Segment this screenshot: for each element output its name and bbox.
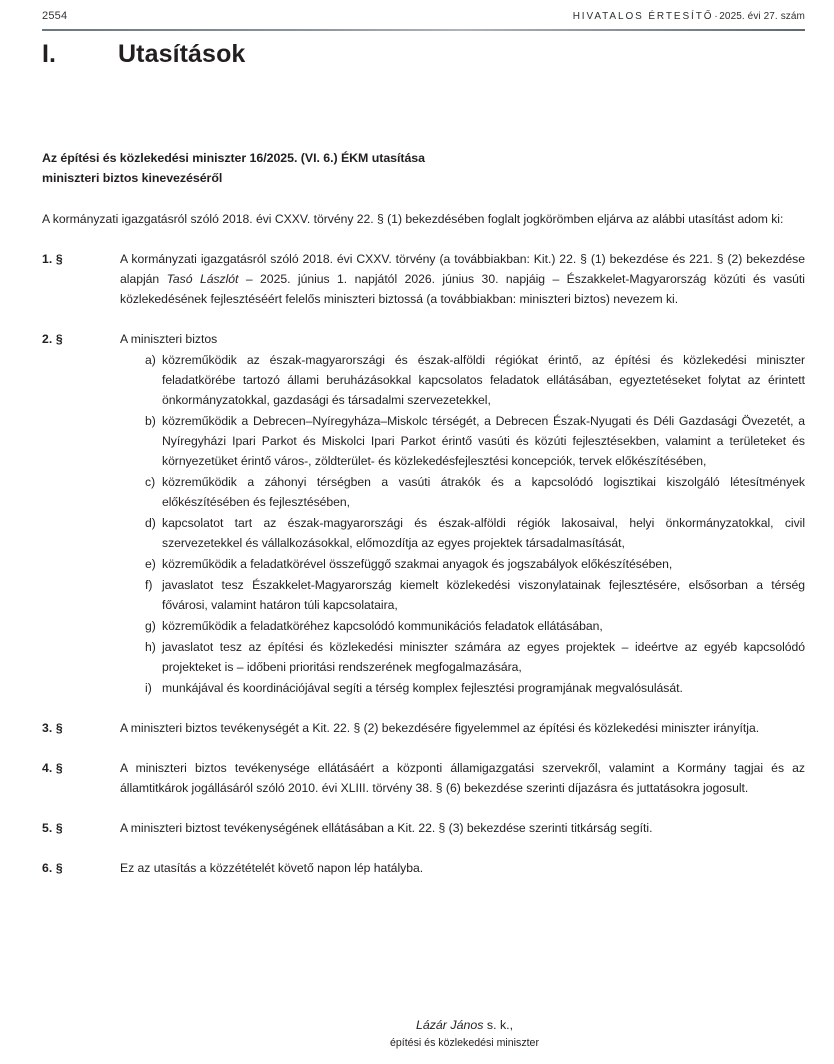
section-5: [42, 818, 805, 838]
list-marker: i): [145, 681, 152, 696]
signature-inner: [300, 1016, 630, 1052]
journal-title: HIVATALOS ÉRTESÍTŐ: [572, 11, 714, 22]
list-item-text: közreműködik a záhonyi térségben a vasúti átrakók és a kapcsolódó logisztikai kiszolgáló létesítmények előkészítésében és fejlesztésében,: [162, 475, 805, 510]
list-item-text: közreműködik a feladatköréhez kapcsolódó kommunikációs feladatok ellátásában,: [162, 619, 603, 634]
list-item: [120, 554, 805, 574]
section-4-label: 4. §: [42, 761, 63, 776]
section-1-text-part-2: – 2025. június 1. napjától 2026. június 30. napjáig – Északkelet-Magyarország közúti és vasúti közlekedésének fejlesztéséért felelős miniszteri biztossá (a továbbiakban: miniszteri biztos) nevezem ki.: [120, 272, 805, 307]
list-item: [120, 616, 805, 636]
signatory-suffix: s. k.,: [483, 1018, 514, 1032]
decree-title: [42, 148, 805, 188]
list-item-text: közreműködik a feladatkörével összefüggő szakmai anyagok és jogszabályok előkészítésében,: [162, 557, 673, 572]
section-6-label: 6. §: [42, 861, 63, 876]
section-3-text: A miniszteri biztos tevékenységét a Kit. 22. § (2) bekezdésére figyelemmel az építési és közlekedési miniszter irányítja.: [120, 721, 760, 736]
list-marker: e): [145, 557, 156, 572]
chapter-number: I.: [42, 40, 56, 68]
list-item-text: javaslatot tesz Északkelet-Magyarország kiemelt közlekedési viszonylatainak fejlesztésére, elsősorban a térség fővárosi, valamint határon túli kapcsolataira,: [162, 578, 805, 613]
section-2-body: [120, 329, 805, 698]
chapter-title: Utasítások: [118, 40, 246, 68]
list-marker: c): [145, 475, 156, 490]
section-2-letter-list: [120, 350, 805, 698]
signature-block: [42, 1016, 805, 1052]
list-marker: a): [145, 353, 156, 368]
document-body: [42, 148, 805, 878]
section-4: [42, 758, 805, 798]
section-1: [42, 249, 805, 309]
list-item-text: kapcsolatot tart az észak-magyarországi és észak-alföldi régiók lakosaival, helyi önkormányzatokkal, civil szervezetekkel és vállalkozásokkal, előmozdítja az egyes projektek társadalmasítását,: [162, 516, 805, 551]
decree-title-line-2: miniszteri biztos kinevezéséről: [42, 171, 223, 186]
header-divider-rule: [42, 29, 805, 31]
signatory-role: építési és közlekedési miniszter: [390, 1036, 539, 1049]
list-item: [120, 513, 805, 553]
list-item-text: közreműködik az észak-magyarországi és észak-alföldi régiókat érintő, az építési és közlekedési miniszter feladatkörébe tartozó állami beruházásokkal kapcsolatos feladatok ellátásában, egyeztetéseket folytat az érintett önkormányzatokkal, gazdasági és társadalmi szervezetekkel,: [162, 353, 805, 408]
section-5-text: A miniszteri biztost tevékenységének ellátásában a Kit. 22. § (3) bekezdése szerinti titkárság segíti.: [120, 821, 653, 836]
section-3-label: 3. §: [42, 721, 63, 736]
signatory-line: [300, 1016, 630, 1035]
section-6: [42, 858, 805, 878]
section-1-text: [120, 249, 805, 309]
page-running-header: [42, 10, 805, 22]
decree-title-line-1: Az építési és közlekedési miniszter 16/2025. (VI. 6.) ÉKM utasítása: [42, 151, 425, 165]
list-item-text: munkájával és koordinációjával segíti a térség komplex fejlesztési programjának megvalósulását.: [162, 681, 683, 696]
list-item: [120, 350, 805, 410]
section-2-label: 2. §: [42, 332, 63, 347]
section-1-label: 1. §: [42, 252, 63, 267]
page-number: 2554: [42, 10, 68, 22]
list-item: [120, 472, 805, 512]
list-item-text: közreműködik a Debrecen–Nyíregyháza–Miskolc térségét, a Debrecen Észak-Nyugati és Déli Gazdasági Övezetét, a Nyíregyházi Ipari Parkot és Miskolci Ipari Parkot érintő vasúti és közúti fejlesztésekben, valamint a területeket és környezetüket érintő város-, zöldterület- és közlekedésfejlesztési koncepciók, tervek előkészítésében,: [162, 414, 805, 469]
list-item: [120, 637, 805, 677]
section-3: [42, 718, 805, 738]
preamble-paragraph: A kormányzati igazgatásról szóló 2018. évi CXXV. törvény 22. § (1) bekezdésében foglalt jogkörömben eljárva az alábbi utasítást adom ki:: [42, 212, 784, 227]
list-marker: f): [145, 578, 153, 593]
chapter-heading: [42, 40, 245, 69]
list-marker: g): [145, 619, 156, 634]
list-item: [120, 575, 805, 615]
list-marker: h): [145, 640, 156, 655]
section-2: [42, 329, 805, 698]
header-journal-line: [573, 11, 805, 22]
list-item: [120, 411, 805, 471]
list-marker: b): [145, 414, 156, 429]
section-1-text-part-1: A kormányzati igazgatásról szóló 2018. évi CXXV. törvény (a továbbiakban: Kit.) 22. § (1) bekezdése és 221. § (2) bekezdése alapján: [120, 252, 805, 287]
header-separator: ·: [714, 11, 719, 22]
section-4-text: A miniszteri biztos tevékenysége ellátásáért a központi államigazgatási szervekről, valamint a Kormány tagjai és az államtitkárok jogállásáról szóló 2010. évi XLIII. törvény 38. § (6) bekezdése szerinti díjazásra és juttatásokra jogosult.: [120, 761, 805, 796]
issue-reference: 2025. évi 27. szám: [719, 11, 805, 22]
section-5-label: 5. §: [42, 821, 63, 836]
section-6-text: Ez az utasítás a közzétételét követő napon lép hatályba.: [120, 861, 424, 876]
signatory-name: Lázár János: [415, 1018, 484, 1032]
appointee-name: Tasó Lászlót: [166, 272, 239, 287]
list-marker: d): [145, 516, 156, 531]
list-item: [120, 678, 805, 698]
section-2-lead: A miniszteri biztos: [120, 332, 218, 347]
list-item-text: javaslatot tesz az építési és közlekedési miniszter számára az egyes projektek – ideértve az egyéb kapcsolódó projekteket is – időbeni prioritási rendszerének megfogalmazására,: [162, 640, 805, 675]
